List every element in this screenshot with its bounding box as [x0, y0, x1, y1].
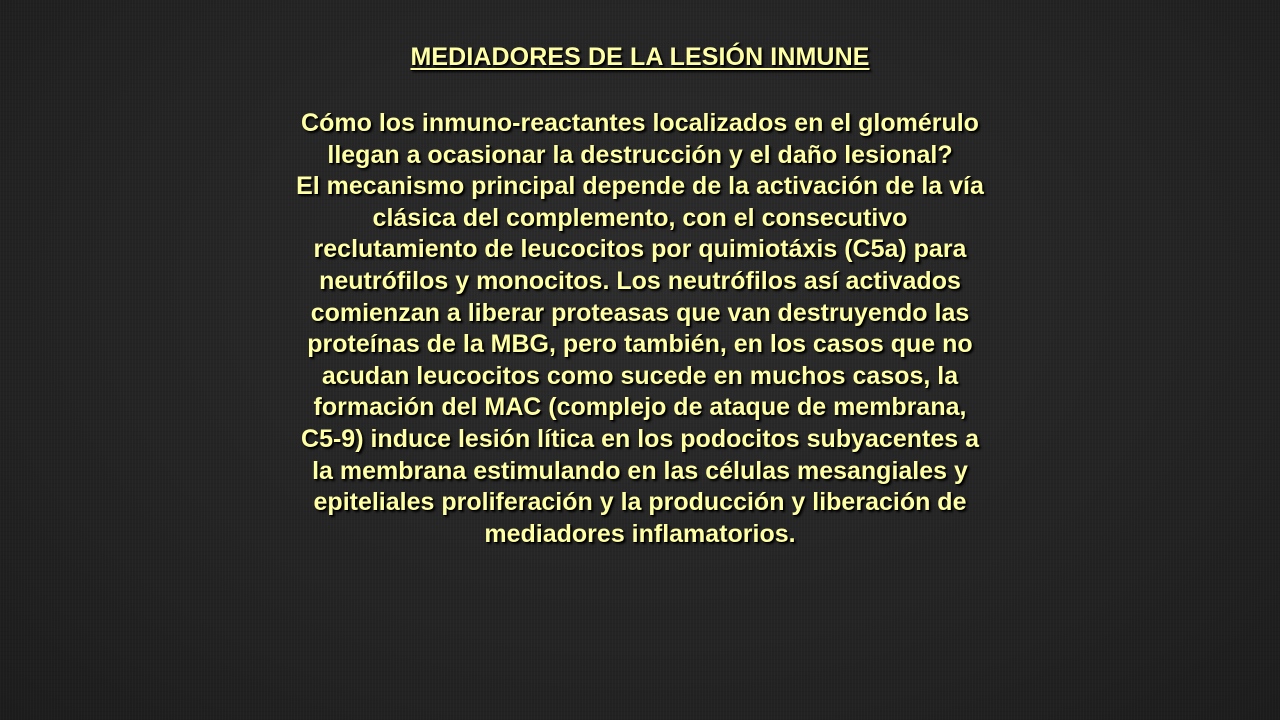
answer-paragraph: El mecanismo principal depende de la activación de la vía clásica del complemento, con el consecutivo reclutamiento de leucocitos por quimiotáxis (C5a) para neutrófilos y monocitos. Los neutrófilos así activados comienzan a liberar proteasas que van destruyendo las proteínas de la MBG, pero también, en los casos que no acudan leucocitos como sucede en muchos casos, la formación del MAC (complejo de ataque de membrana, C5-9) induce lesión lítica en los podocitos subyacentes a la membrana estimulando en las células mesangiales y epiteliales proliferación y la producción y liberación de mediadores inflamatorios.: [296, 172, 984, 548]
slide-body: [290, 108, 990, 550]
question-paragraph: Cómo los inmuno-reactantes localizados en el glomérulo llegan a ocasionar la destrucción y el daño lesional?: [301, 109, 979, 169]
slide-title: MEDIADORES DE LA LESIÓN INMUNE: [410, 43, 870, 71]
